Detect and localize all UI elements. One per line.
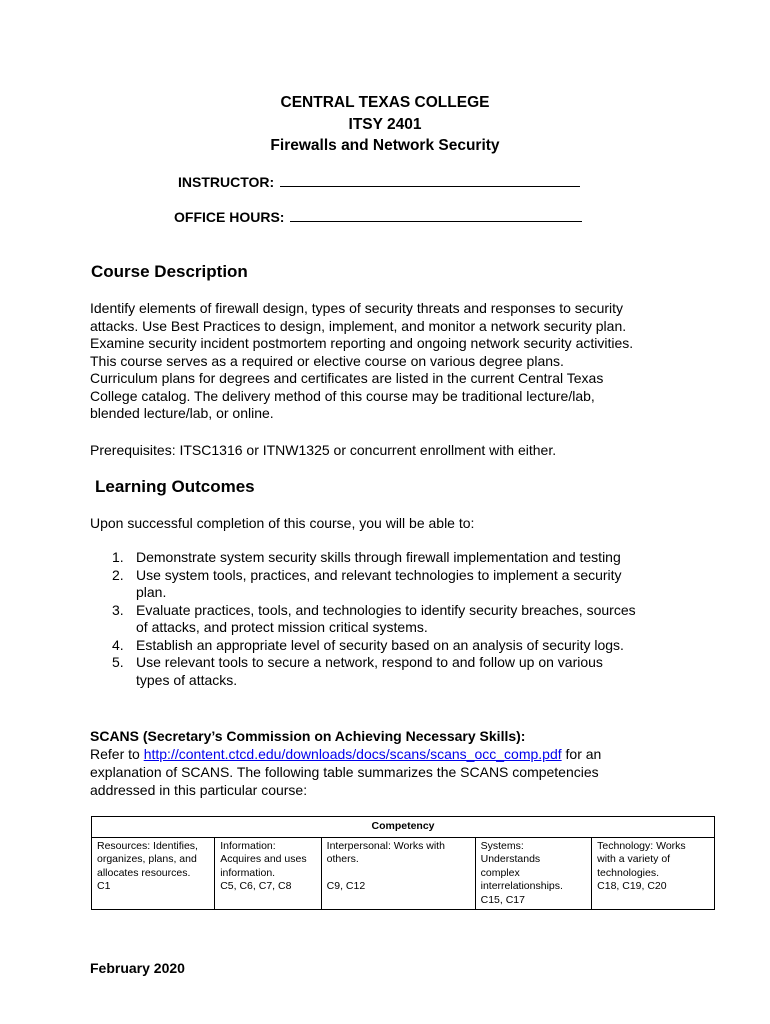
competency-row [92,837,715,910]
description-line: Curriculum plans for degrees and certificates are listed in the current Central Texas [90,370,604,386]
outcomes-list [90,549,730,689]
outcome-number: 3. [112,601,124,618]
office-hours-label: OFFICE HOURS: [174,209,285,225]
competency-cell-line: C5, C6, C7, C8 [220,880,292,892]
outcome-number: 5. [112,654,124,670]
outcome-text: types of attacks. [136,671,238,688]
description-line: This course serves as a required or elective course on various degree plans. [90,352,564,369]
description-line: attacks. Use Best Practices to design, implement, and monitor a network security plan. [90,317,627,334]
outcome-item [90,637,730,655]
outcome-text: Demonstrate system security skills through firewall implementation and testing [136,549,621,565]
instructor-label: INSTRUCTOR: [178,174,275,190]
description-line: Examine security incident postmortem reporting and ongoing network security activities. [90,335,634,351]
course-code: ITSY 2401 [348,116,422,133]
outcomes-intro: Upon successful completion of this course, you will be able to: [90,515,475,531]
competency-cell-line: Technology: Works [597,839,686,852]
competency-cell-line: C18, C19, C20 [597,880,667,892]
competency-cell [321,837,475,910]
description-line: Identify elements of firewall design, types of security threats and responses to security [90,300,624,316]
competency-cell-line: C15, C17 [480,893,525,906]
college-name: CENTRAL TEXAS COLLEGE [280,94,490,111]
instructor-blank [280,174,580,187]
outcome-text: Evaluate practices, tools, and technologies to identify security breaches, sources [136,601,636,618]
competency-cell-line: C9, C12 [326,880,366,892]
competency-cell-line: with a variety of [597,853,671,865]
description-line: blended lecture/lab, or online. [90,405,274,421]
footer-date: February 2020 [90,960,185,976]
competency-cell-line: Interpersonal: Works with [326,839,445,852]
office-hours-field [174,209,582,225]
outcome-item [90,602,730,637]
competency-cell-line: Understands [480,853,541,865]
competency-cell [592,837,715,910]
scans-line2: explanation of SCANS. The following table summarizes the SCANS competencies [90,764,599,780]
competency-cell-line: technologies. [597,866,660,879]
outcome-text: of attacks, and protect mission critical systems. [136,619,428,635]
prerequisites: Prerequisites: ITSC1316 or ITNW1325 or concurrent enrollment with either. [90,442,557,458]
scans-line3: addressed in this particular course: [90,782,308,798]
competency-cell-line: complex [480,866,520,879]
description-line: College catalog. The delivery method of this course may be traditional lecture/lab, [90,387,595,404]
outcome-item [90,654,730,689]
competency-cell-line: Resources: Identifies, [97,839,198,852]
competency-cell-line: Acquires and uses [220,853,307,865]
competency-table [91,816,715,910]
outcome-text: Use relevant tools to secure a network, respond to and follow up on various [136,654,603,670]
outcome-number: 2. [112,566,124,583]
course-description-text [90,300,633,423]
scans-refer [90,746,601,764]
instructor-field [178,174,580,190]
outcome-text: Use system tools, practices, and relevant technologies to implement a security [136,566,622,583]
competency-cell-line: Systems: [480,839,524,852]
outcome-text: plan. [136,584,167,600]
competency-cell-line: C1 [97,880,111,892]
competency-cell-line: information. [220,866,276,879]
competency-cell-line: interrelationships. [480,880,563,892]
competency-cell [475,837,592,910]
outcome-item [90,567,730,602]
scans-refer-suffix: for an [561,746,602,762]
competency-cell-line: allocates resources. [97,866,191,879]
competency-cell [215,837,321,910]
outcome-number: 4. [112,636,124,653]
competency-cell-line: Information: [220,839,276,852]
scans-link[interactable]: http://content.ctcd.edu/downloads/docs/scans/scans_occ_comp.pdf [143,746,562,762]
competency-cell-line: others. [326,853,359,865]
learning-outcomes-heading: Learning Outcomes [95,477,255,496]
competency-cell-line: organizes, plans, and [97,853,197,865]
competency-cell-line [327,867,470,881]
course-title: Firewalls and Network Security [270,137,500,154]
outcome-item [90,549,730,567]
scans-heading: SCANS (Secretary’s Commission on Achieving Necessary Skills): [90,728,526,744]
competency-header: Competency [92,817,715,838]
outcome-number: 1. [112,549,124,565]
competency-cell [92,837,215,910]
scans-refer-prefix: Refer to [90,746,144,762]
outcome-text: Establish an appropriate level of security based on an analysis of security logs. [136,636,624,653]
course-description-heading: Course Description [91,262,248,281]
office-hours-blank [290,209,582,222]
